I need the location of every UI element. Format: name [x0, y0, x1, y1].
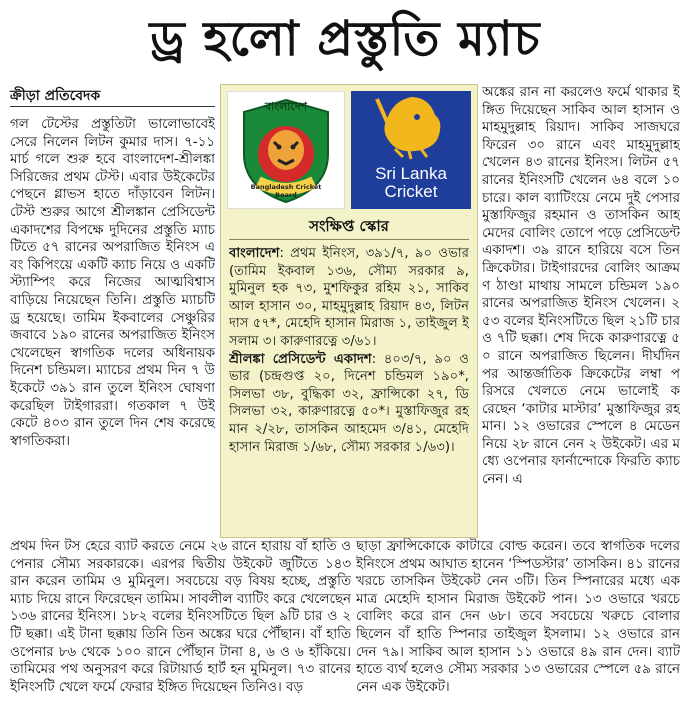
article-bottom-left	[10, 538, 351, 706]
scorecard-srilanka-label: শ্রীলঙ্কা প্রেসিডেন্ট একাদশ	[229, 351, 372, 367]
scorecard-title: সংক্ষিপ্ত স্কোর	[309, 217, 389, 235]
logo-bd-ring-text: Bangladesh Cricket Board	[250, 183, 322, 199]
article-column-left	[10, 116, 215, 536]
logo-sl-line2: Cricket	[384, 182, 438, 201]
scorecard-srilanka	[229, 351, 469, 457]
scorecard-bangladesh-label: বাংলাদেশ	[229, 246, 280, 261]
article-bottom-right	[356, 538, 680, 706]
scorecard-bangladesh-text: : প্রথম ইনিংস, ৩৯১/৭, ৯০ ওভার (তামিম ইকবাল ১৩৬, সৌম্য সরকার ৯, মুমিনুল হক ৭৩, মুশফিকুর রহিম ২১, সাকিব আল হাসান ৩০, মাহমুদুল্লাহ রিয়াদ ৪৩, লিটন দাস ৫৭*, মেহেদি হাসান মিরাজ ১, তাইজুল ইসলাম ৩। কারুণারত্নে ৩/৬১।	[229, 246, 469, 349]
scorecard-bangladesh	[229, 245, 469, 351]
article-paragraph: প্রথম দিন টস হেরে ব্যাট করতে নেমে ২৬ রানে হারায় বাঁ হাতি ওপেনার সৌম্য সরকারকে। এরপর দ্বিতীয় উইকেট জুটিতে ১৪৩ রান করেন তামিম ও মুমিনুল। সবচেয়ে বড় বিষয় হচ্ছে, প্রস্তুতি ম্যাচ দিয়ে রানে ফিরেছেন তামিম। সাবলীল ব্যাটিং করে খেলেছেন ১৩৬ রানের ইনিংস। ১৮২ বলের ইনিংসটিতে ছিল ৯টি চার ও ২টি ছক্কা। এই টানা ছক্কায় তিনি তিন অঙ্কের ঘরে পৌঁছান। বাঁ হাতি ওপেনার ৮৬ থেকে ১০০ রানে পৌঁছান টানা ৪, ৬ ও ৬ হাঁকিয়ে। তামিমের পথ অনুসরণ করে রিটায়ার্ড হার্ট হন মুমিনুল। ৭৩ রানের ইনিংসটি খেলে ফর্মে ফেরার ইঙ্গিত দিয়েছেন তিনিও। বড়	[10, 539, 351, 695]
scorecard-divider	[229, 239, 469, 240]
logo-bd-top-text: বাংলাদেশ	[264, 100, 308, 113]
headline: ড্র হলো প্রস্তুতি ম্যাচ	[149, 11, 541, 67]
logo-sl-line1: Sri Lanka	[375, 164, 447, 183]
scorecard-body	[229, 245, 469, 535]
scorecard-box	[220, 84, 478, 538]
article-column-right	[482, 84, 680, 539]
sri-lanka-cricket-logo	[351, 91, 471, 209]
article-paragraph: অঙ্কের রান না করলেও ফর্মে থাকার ইঙ্গিত দিয়েছেন সাকিব আল হাসান ও মাহমুদুল্লাহ রিয়াদ। সাকিব সাজঘরে ফিরেন ৩০ রানে এবং মাহমুদুল্লাহ খেলেন ৪৩ রানের ইনিংস। লিটন ৫৭ রানের ইনিংসটি খেলেন ৬৪ বলে ১০ চারে। কাল ব্যাটিংয়ে নেমে দুই পেসার মুস্তাফিজুর রহমান ও তাসকিন আহমেদের বোলিং তোপে পড়ে প্রেসিডেন্ট একাদশ। ৩৯ রানে হারিয়ে বসে তিন ক্রিকেটার। টাইগারদের বোলিং আক্রমণ ঠাণ্ডা মাথায় সামলে চন্ডিমল ১৯০ রানের অপরাজিত ইনিংস খেলেন। ২৫৩ বলের ইনিংসটিতে ছিল ২১টি চার ও ৭টি ছক্কা। শেষ দিকে কারুণারত্নে ৫০ রানে অপরাজিত ছিলেন। দীর্ঘদিন পর আন্তর্জাতিক ক্রিকেটের লম্বা পরিসরে খেলতে নেমে ভালোই করেছেন ‘কাটার মাস্টার’ মুস্তাফিজুর রহমান। ১২ ওভারের স্পেলে ৪ মেডেন নিয়ে ২৮ রানে নেন ২ উইকেট। এর মধ্যে ওপেনার ফার্নান্দোকে ফিরতি ক্যাচ নেন। এ	[482, 85, 680, 488]
lion-icon	[351, 91, 471, 161]
article-paragraph: গল টেস্টের প্রস্তুতিটা ভালোভাবেই সেরে নিলেন লিটন কুমার দাস। ৭-১১ মার্চ গলে শুরু হবে বাংলাদেশ-শ্রীলঙ্কা সিরিজের প্রথম টেস্ট। এবার উইকেটের পেছনে গ্লাভস হাতে দাঁড়াবেন লিটন। টেস্ট শুরুর আগে শ্রীলঙ্কান প্রেসিডেন্ট একাদশের বিপক্ষে দুদিনের প্রস্তুতি ম্যাচটিতে ৫৭ রানের অপরাজিত ইনিংস এবং কিপিংয়ে একটি ক্যাচ নিয়ে ও একটি স্ট্যাম্পিং করে নিজের আত্মবিশ্বাস বাড়িয়ে নিয়েছেন তিনি। প্রস্তুতি ম্যাচটি ড্র হয়েছে। তামিম ইকবালের সেঞ্চুরির জবাবে ১৯০ রানের অপরাজিত ইনিংস খেলেছেন স্বাগতিক দলের অধিনায়ক দিনেশ চন্ডিমল। ম্যাচের প্রথম দিন ৭ উইকেটে ৩৯১ রান তুলে ইনিংস ঘোষণা করেছিল টাইগাররা। গতকাল ৭ উইকেটে ৪০৩ রান তুলে দিন শেষ করেছে স্বাগতিকরা।	[10, 117, 215, 449]
bangladesh-cricket-board-logo	[227, 91, 345, 209]
team-logos	[227, 91, 471, 211]
scorecard-srilanka-text: : ৪০৩/৭, ৯০ ওভার (চন্দ্রগুপ্ত ২০, দিনেশ চন্ডিমল ১৯০*, সিলভা ৩৮, বুদ্ধিকা ৩২, ফ্রান্সিকো ২৭, ডি সিলভা ৩২, কারুণারত্নে ৫০*। মুস্তাফিজুর রহমান ২/২৮, তাসকিন আহমেদ ৩/৪১, মেহেদি হাসান মিরাজ ১/৬৮, সৌম্য সরকার ১/৬৩)।	[229, 351, 469, 455]
article-paragraph: ছাড়া ফ্রান্সিকোকে কাটারে বোল্ড করেন। তবে স্বাগতিক দলের ইনিংসে প্রথম আঘাত হানেন ‘স্পিডস্টার’ তাসকিন। ৪১ রানের খরচে তাসকিন উইকেট নেন ৩টি। তিন স্পিনারের মধ্যে একমাত্র মেহেদি হাসান মিরাজ উইকেট পান। ১৩ ওভারে খরচে বোলিং করে রান দেন ৬৮। তবে সবচেয়ে খরুচে বোলার ছিলেন বাঁ হাতি স্পিনার তাইজুল ইসলাম। ১২ ওভারে রান দেন ৭৯। সাকিব আল হাসান ১১ ওভারে ৪৯ রান দেন। ব্যাট হাতে ব্যর্থ হলেও সৌম্য সরকার ১৩ ওভারের স্পেলে ৫৯ রানে নেন এক উইকেট।	[356, 539, 680, 695]
byline: ক্রীড়া প্রতিবেদক	[10, 86, 215, 107]
